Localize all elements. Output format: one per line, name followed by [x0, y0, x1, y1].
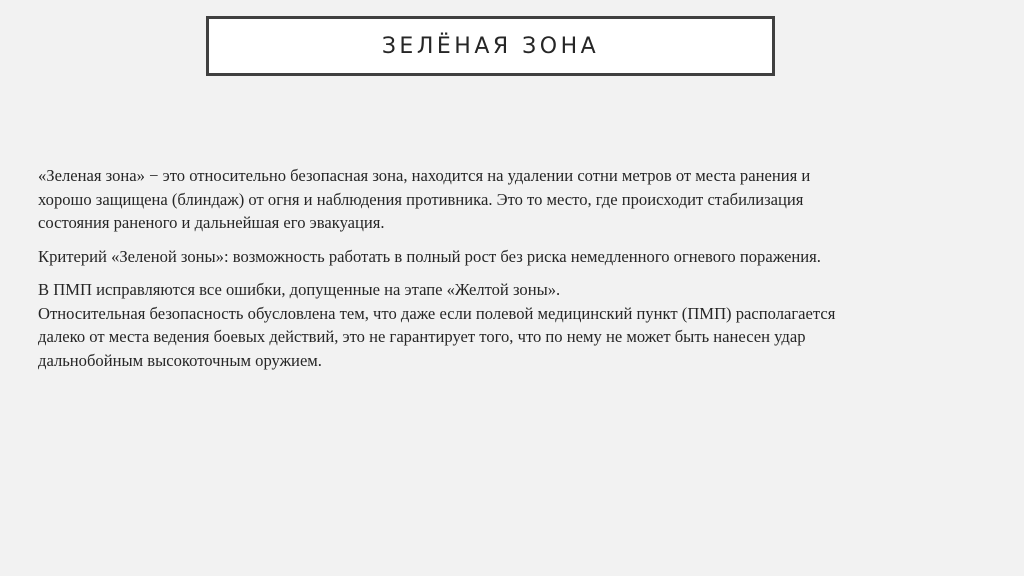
text-line: Относительная безопасность обусловлена тем, что даже если полевой медицинский пункт (ПМП) располагается — [38, 303, 836, 323]
text-line: «Зеленая зона» − это относительно безопасная зона, находится на удалении сотни метров от места ранения и — [38, 166, 811, 185]
text-line: дальнобойным высокоточным оружием. — [38, 350, 322, 370]
text-line: В ПМП исправляются все ошибки, допущенные на этапе «Желтой зоны». — [38, 280, 561, 299]
paragraph-pmp — [38, 278, 998, 372]
text-line: состояния раненого и дальнейшая его эвакуация. — [38, 213, 385, 232]
paragraph-criterion — [38, 245, 998, 269]
text-line: хорошо защищена (блиндаж) от огня и наблюдения противника. Это то место, где происходит стабилизация — [38, 189, 804, 209]
paragraph-definition — [38, 164, 998, 235]
text-line: Критерий «Зеленой зоны»: возможность работать в полный рост без риска немедленного огневого поражения. — [38, 246, 821, 266]
title-box — [206, 16, 775, 76]
slide-body — [38, 164, 998, 382]
text-line: далеко от места ведения боевых действий, это не гарантирует того, что по нему не может быть нанесен удар — [38, 327, 806, 346]
slide-title: ЗЕЛЁНАЯ ЗОНА — [381, 33, 600, 59]
